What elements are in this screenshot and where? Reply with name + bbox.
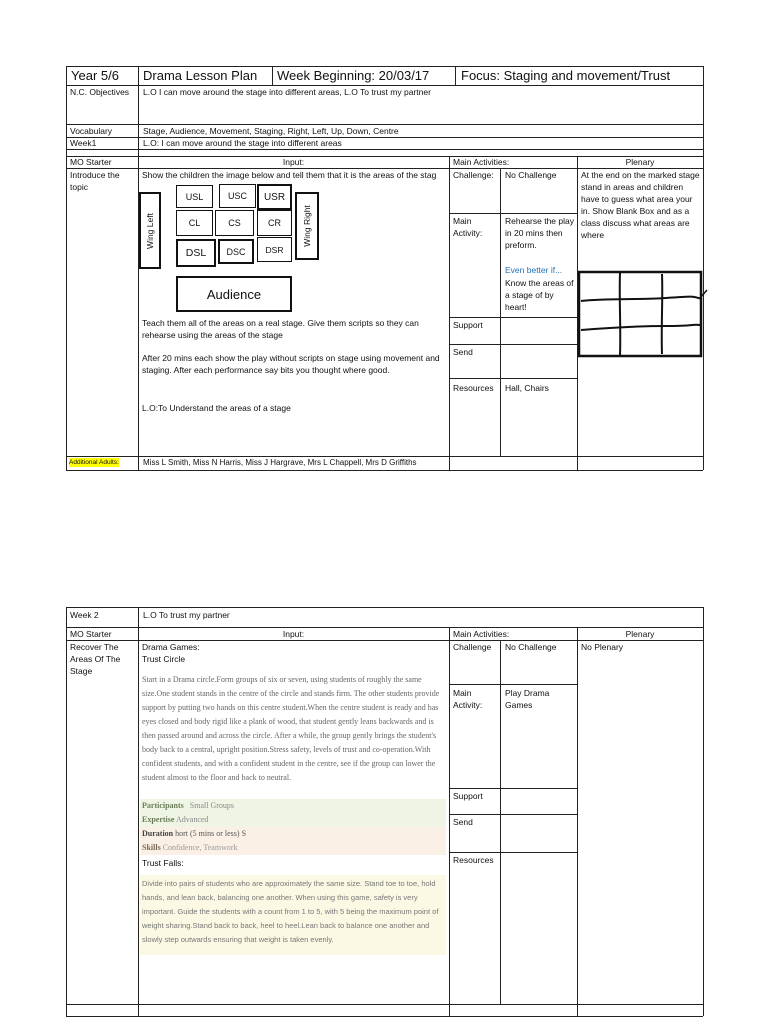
trust-circle-text: Start in a Drama circle.Form groups of six or seven, using students of roughly the same size.One student stands in the centre of the circle and stands firm. The other students provide support by putting two hands on this centre student.When the centre student is ready and has eyes closed and body rigid like a plank of wood, that student gently leans backwards and is then passed around and across the circle. After a while, the group gently brings the student's body back to a central, upright position.Stress safety, levels of trust and co-operation.With confident students, and with a confident student in the centre, see if the group can lower the student almost to the floor and back to neutral. [142, 675, 440, 782]
header-plenary: Plenary [625, 157, 655, 167]
expertise-row [142, 813, 208, 827]
starter-text: Introduce the topic [70, 170, 120, 192]
expertise-label: Expertise [142, 815, 175, 824]
vocabulary: Stage, Audience, Movement, Staging, Right, Left, Up, Down, Centre [143, 126, 399, 136]
year-label: Year 5/6 [71, 68, 119, 83]
participants-value: Small Groups [189, 801, 235, 810]
main-activity-label: Main Activity: [453, 216, 483, 238]
header-starter-2: MO Starter [70, 629, 112, 639]
support-label-2: Support [453, 791, 483, 801]
trust-circle-title: Trust Circle [142, 654, 186, 664]
duration-row [142, 827, 246, 841]
nc-objectives-label: N.C. Objectives [70, 87, 130, 97]
header-main-2: Main Activities: [453, 629, 510, 639]
resources-value: Hall, Chairs [505, 383, 549, 393]
stage-cell-usc: USC [219, 184, 256, 208]
stage-cell-cl: CL [176, 210, 213, 236]
skills-label: Skills [142, 843, 161, 852]
input-paragraph-1: Teach them all of the areas on a real stage. Give them scripts so they can rehearse using the areas of the stage [142, 318, 419, 340]
input-paragraph-3: L.O:To Understand the areas of a stage [142, 403, 291, 413]
vocabulary-label: Vocabulary [70, 126, 113, 136]
stage-cell-dsr: DSR [257, 237, 292, 262]
week2-label: Week 2 [70, 610, 99, 620]
starter-text-2: Recover The Areas Of The Stage [70, 642, 121, 676]
plenary-text-2: No Plenary [581, 642, 624, 652]
stage-cell-usl: USL [176, 185, 213, 208]
duration-value: hort (5 mins or less) S [175, 829, 247, 838]
week-beginning: Week Beginning: 20/03/17 [277, 68, 430, 83]
skills-row [142, 841, 238, 855]
main-activity-value: Rehearse the play in 20 mins then preform. [505, 216, 574, 250]
even-better-if-label: Even better if... [505, 265, 563, 275]
header-input: Input: [282, 157, 305, 167]
support-label: Support [453, 320, 483, 330]
week2-lo: L.O To trust my partner [143, 610, 230, 620]
stage-cell-dsl: DSL [176, 239, 216, 267]
focus: Focus: Staging and movement/Trust [461, 68, 671, 83]
challenge-label: Challenge: [453, 170, 494, 180]
week-label: Week1 [70, 138, 97, 148]
participants-row [142, 799, 234, 813]
duration-label: Duration [142, 829, 174, 838]
plenary-text: At the end on the marked stage stand in areas and children have to guess what area your in. Show Blank Box and as a class discuss what areas are where [581, 170, 700, 240]
input-paragraph-2: After 20 mins each show the play without scripts on stage using movement and staging. After each performance say bits you thought where good. [142, 353, 440, 375]
challenge-value-2: No Challenge [505, 642, 557, 652]
challenge-label-2: Challenge [453, 642, 492, 652]
resources-label: Resources [453, 383, 494, 393]
participants-label: Participants [142, 801, 184, 810]
audience-box: Audience [176, 276, 292, 312]
wing-left-label: Wing Left [145, 212, 155, 249]
resources-label-2: Resources [453, 855, 494, 865]
plan-title: Drama Lesson Plan [143, 68, 258, 83]
header-plenary-2: Plenary [625, 629, 655, 639]
header-starter: MO Starter [70, 157, 112, 167]
main-activity-value-2: Play Drama Games [505, 688, 550, 710]
hand-drawn-stage-grid [576, 268, 708, 362]
send-label-2: Send [453, 817, 473, 827]
trust-falls-title: Trust Falls: [142, 858, 184, 868]
week-lo: L.O: I can move around the stage into different areas [143, 138, 342, 148]
additional-adults: Miss L Smith, Miss N Harris, Miss J Hargrave, Mrs L Chappell, Mrs D Griffiths [143, 458, 417, 467]
additional-adults-label: Additional Adults: [69, 459, 119, 466]
stage-cell-usr: USR [257, 184, 292, 210]
nc-objectives: L.O I can move around the stage into different areas, L.O To trust my partner [143, 87, 431, 97]
header-input-2: Input: [282, 629, 305, 639]
input-intro: Show the children the image below and tell them that it is the areas of the stag [142, 170, 437, 180]
header-main: Main Activities: [453, 157, 510, 167]
stage-cell-dsc: DSC [218, 239, 254, 264]
stage-cell-cs: CS [215, 210, 254, 236]
send-label: Send [453, 347, 473, 357]
drama-games-title: Drama Games: [142, 642, 200, 652]
stage-cell-cr: CR [257, 210, 292, 236]
wing-right-label: Wing Right [302, 205, 313, 247]
main-activity-label-2: Main Activity: [453, 688, 483, 710]
challenge-value: No Challenge [505, 170, 557, 180]
trust-falls-text: Divide into pairs of students who are approximately the same size. Stand toe to toe, hold hands, and lean back, balancing one another. When using this game, safety is very important. Guide the students with a count from 1 to 5, with 5 being the maximum point of weight sharing.Stand back to back, heel to heel.Lean back to balance one another and slowly step outwards ensuring that weight is taken evenly. [142, 879, 439, 944]
even-better-if-value: Know the areas of a stage of by heart! [505, 278, 574, 312]
expertise-value: Advanced [176, 815, 209, 824]
skills-value: Confidence, Teamwork [162, 843, 238, 852]
